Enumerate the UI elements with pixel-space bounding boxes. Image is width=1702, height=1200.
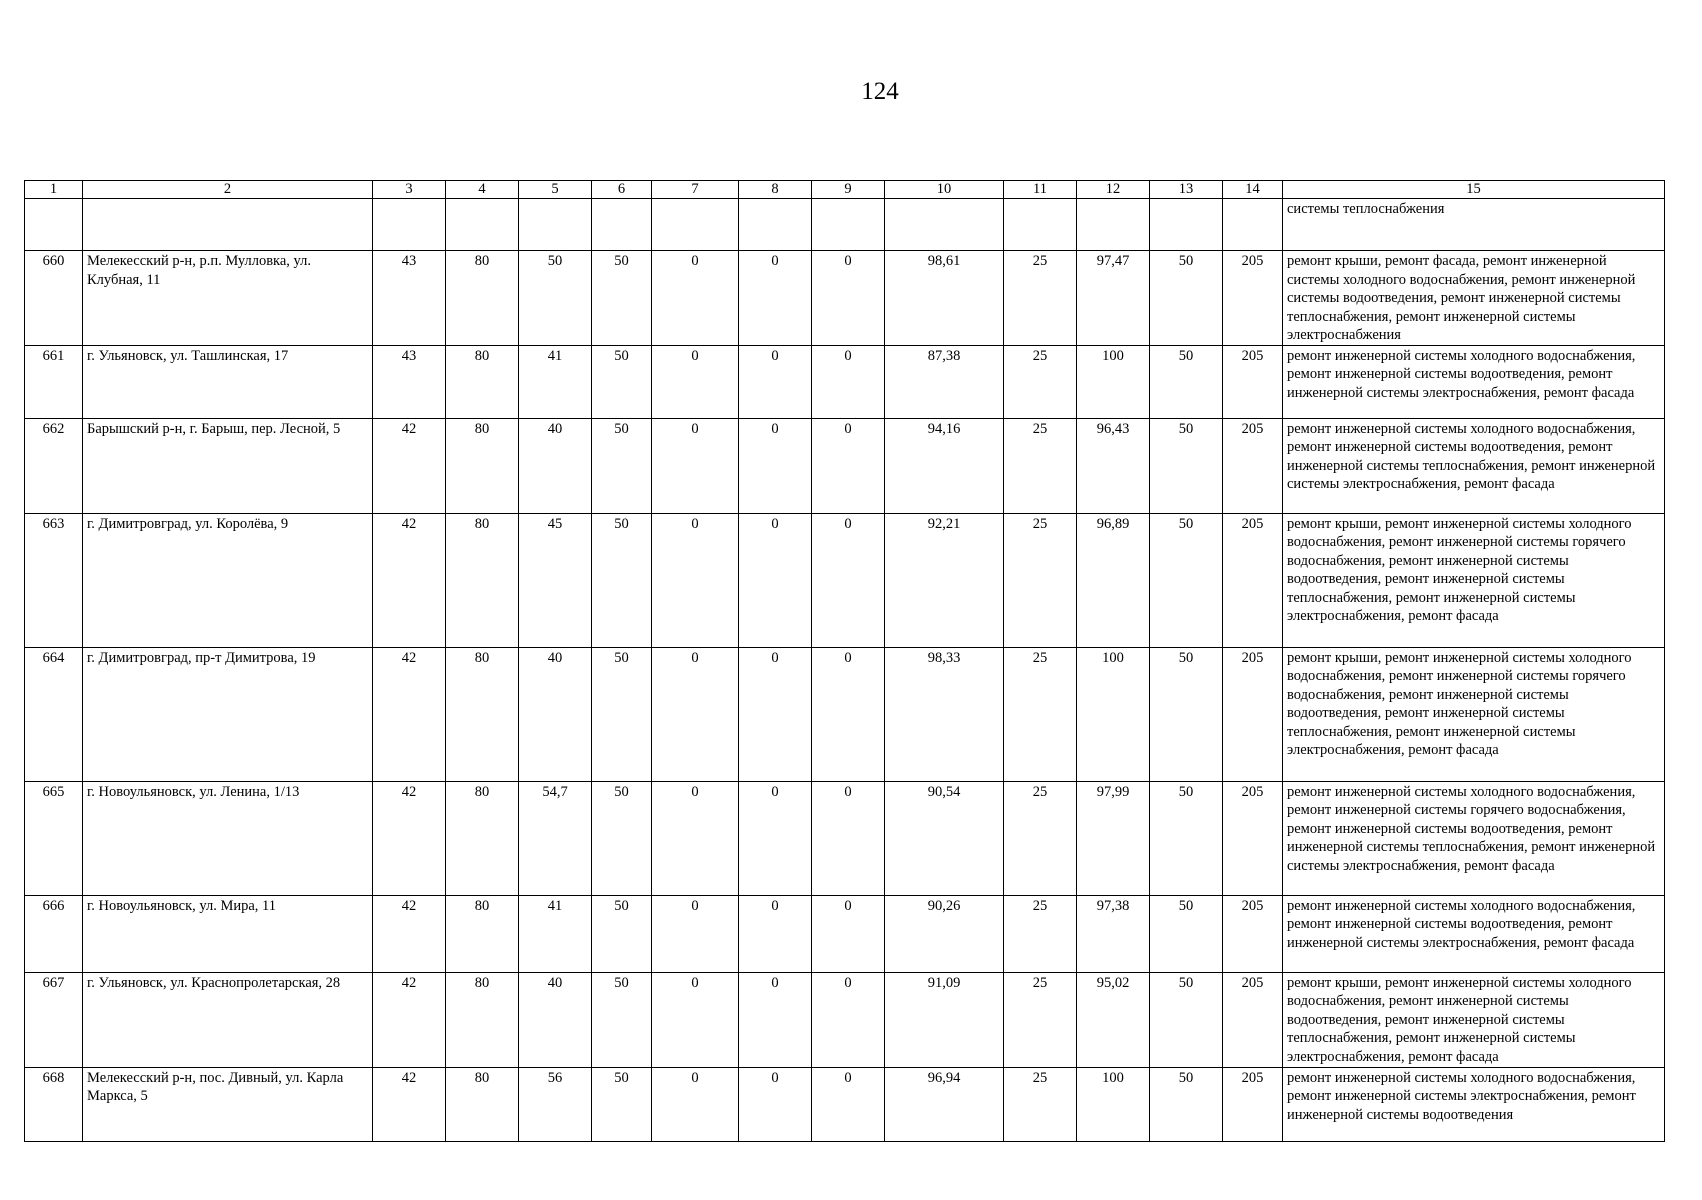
table-row: [25, 781, 1665, 895]
col13-cell: 50: [1150, 1067, 1223, 1141]
col10-cell: 98,61: [885, 251, 1004, 346]
col10-cell: 94,16: [885, 418, 1004, 513]
row-number-cell: 664: [25, 647, 83, 781]
col5-cell: 41: [519, 895, 592, 972]
col13-cell: 50: [1150, 647, 1223, 781]
repair-works-cell: ремонт инженерной системы холодного водоснабжения, ремонт инженерной системы водоотведения, ремонт инженерной системы электроснабжения, ремонт фасада: [1283, 345, 1665, 418]
table-row: [25, 418, 1665, 513]
repair-works-cell: ремонт крыши, ремонт инженерной системы холодного водоснабжения, ремонт инженерной системы водоотведения, ремонт инженерной системы теплоснабжения, ремонт инженерной системы электроснабжения, ремонт фасада: [1283, 972, 1665, 1067]
col3-cell: 42: [373, 513, 446, 647]
col8-cell: 0: [739, 895, 812, 972]
col3-cell: 42: [373, 1067, 446, 1141]
col7-cell: 0: [652, 1067, 739, 1141]
col12-cell: 100: [1077, 1067, 1150, 1141]
col9-cell: 0: [812, 513, 885, 647]
col10-cell: 98,33: [885, 647, 1004, 781]
col13-cell: 50: [1150, 345, 1223, 418]
col6-cell: 50: [592, 972, 652, 1067]
col7-cell: 0: [652, 513, 739, 647]
address-cell: г. Димитровград, ул. Королёва, 9: [83, 513, 373, 647]
col10-cell: 91,09: [885, 972, 1004, 1067]
col4-cell: 80: [446, 781, 519, 895]
address-cell: Мелекесский р-н, пос. Дивный, ул. Карла Маркса, 5: [83, 1067, 373, 1141]
row-number-cell: 668: [25, 1067, 83, 1141]
row-number-cell: 662: [25, 418, 83, 513]
col8-cell: 0: [739, 251, 812, 346]
col13-cell: 50: [1150, 895, 1223, 972]
col6-cell: 50: [592, 895, 652, 972]
col7-cell: 0: [652, 972, 739, 1067]
col8-cell: 0: [739, 1067, 812, 1141]
table-row: [25, 895, 1665, 972]
col7-cell: 0: [652, 781, 739, 895]
col11-cell: 25: [1004, 251, 1077, 346]
col9-cell: 0: [812, 251, 885, 346]
col11-cell: 25: [1004, 895, 1077, 972]
col12-cell: 97,47: [1077, 251, 1150, 346]
col11-cell: 25: [1004, 345, 1077, 418]
col5-cell: 54,7: [519, 781, 592, 895]
col13-cell: 50: [1150, 781, 1223, 895]
col3-cell: 42: [373, 895, 446, 972]
col13-cell: 50: [1150, 418, 1223, 513]
column-header: 6: [592, 181, 652, 199]
column-header: 9: [812, 181, 885, 199]
address-cell: Мелекесский р-н, р.п. Мулловка, ул. Клубная, 11: [83, 251, 373, 346]
col7-cell: 0: [652, 895, 739, 972]
col5-cell: 40: [519, 647, 592, 781]
col6-cell: 50: [592, 513, 652, 647]
col3-cell: 42: [373, 418, 446, 513]
row-number-cell: 667: [25, 972, 83, 1067]
col6-cell: 50: [592, 345, 652, 418]
repair-works-cell: ремонт инженерной системы холодного водоснабжения, ремонт инженерной системы горячего водоснабжения, ремонт инженерной системы водоотведения, ремонт инженерной системы теплоснабжения, ремонт инженерной системы электроснабжения, ремонт фасада: [1283, 781, 1665, 895]
repair-works-cell: ремонт крыши, ремонт фасада, ремонт инженерной системы холодного водоснабжения, ремонт инженерной системы водоотведения, ремонт инженерной системы теплоснабжения, ремонт инженерной системы электроснабжения: [1283, 251, 1665, 346]
col13-cell: 50: [1150, 513, 1223, 647]
column-header: 8: [739, 181, 812, 199]
col11-cell: 25: [1004, 1067, 1077, 1141]
column-header: 1: [25, 181, 83, 199]
column-header: 2: [83, 181, 373, 199]
col8-cell: 0: [739, 513, 812, 647]
column-header: 11: [1004, 181, 1077, 199]
col6-cell: 50: [592, 647, 652, 781]
row-number-cell: 665: [25, 781, 83, 895]
col14-cell: 205: [1223, 781, 1283, 895]
row-number-cell: 666: [25, 895, 83, 972]
col14-cell: 205: [1223, 647, 1283, 781]
col14-cell: 205: [1223, 895, 1283, 972]
column-header: 14: [1223, 181, 1283, 199]
col9-cell: 0: [812, 972, 885, 1067]
col8-cell: 0: [739, 647, 812, 781]
col5-cell: 41: [519, 345, 592, 418]
col9-cell: 0: [812, 781, 885, 895]
column-header: 10: [885, 181, 1004, 199]
address-cell: г. Ульяновск, ул. Ташлинская, 17: [83, 345, 373, 418]
address-cell: г. Димитровград, пр-т Димитрова, 19: [83, 647, 373, 781]
col4-cell: 80: [446, 647, 519, 781]
col7-cell: 0: [652, 251, 739, 346]
col11-cell: 25: [1004, 418, 1077, 513]
col9-cell: 0: [812, 895, 885, 972]
col12-cell: 95,02: [1077, 972, 1150, 1067]
col9-cell: 0: [812, 1067, 885, 1141]
table-row: [25, 647, 1665, 781]
col4-cell: 80: [446, 251, 519, 346]
column-header: 15: [1283, 181, 1665, 199]
col5-cell: 56: [519, 1067, 592, 1141]
column-header: 4: [446, 181, 519, 199]
col13-cell: 50: [1150, 972, 1223, 1067]
col10-cell: 92,21: [885, 513, 1004, 647]
col6-cell: 50: [592, 781, 652, 895]
col10-cell: 96,94: [885, 1067, 1004, 1141]
table-row: [25, 251, 1665, 346]
col12-cell: 96,89: [1077, 513, 1150, 647]
col8-cell: 0: [739, 345, 812, 418]
col3-cell: 43: [373, 345, 446, 418]
col10-cell: 90,54: [885, 781, 1004, 895]
col14-cell: 205: [1223, 1067, 1283, 1141]
repair-works-cell: ремонт инженерной системы холодного водоснабжения, ремонт инженерной системы водоотведения, ремонт инженерной системы теплоснабжения, ремонт инженерной системы электроснабжения, ремонт фасада: [1283, 418, 1665, 513]
col11-cell: 25: [1004, 781, 1077, 895]
column-header: 7: [652, 181, 739, 199]
repair-works-cell: ремонт инженерной системы холодного водоснабжения, ремонт инженерной системы электроснабжения, ремонт инженерной системы водоотведения: [1283, 1067, 1665, 1141]
col5-cell: 45: [519, 513, 592, 647]
col9-cell: 0: [812, 345, 885, 418]
address-cell: г. Новоульяновск, ул. Ленина, 1/13: [83, 781, 373, 895]
repair-works-cell: ремонт крыши, ремонт инженерной системы холодного водоснабжения, ремонт инженерной системы горячего водоснабжения, ремонт инженерной системы водоотведения, ремонт инженерной системы теплоснабжения, ремонт инженерной системы электроснабжения, ремонт фасада: [1283, 647, 1665, 781]
col10-cell: 90,26: [885, 895, 1004, 972]
column-header: 5: [519, 181, 592, 199]
col10-cell: 87,38: [885, 345, 1004, 418]
col12-cell: 97,99: [1077, 781, 1150, 895]
repair-works-cell: системы теплоснабжения: [1283, 199, 1665, 251]
col5-cell: 40: [519, 418, 592, 513]
col12-cell: 100: [1077, 647, 1150, 781]
col4-cell: 80: [446, 345, 519, 418]
col3-cell: 42: [373, 781, 446, 895]
col14-cell: 205: [1223, 251, 1283, 346]
col4-cell: 80: [446, 895, 519, 972]
col4-cell: 80: [446, 972, 519, 1067]
column-header: 13: [1150, 181, 1223, 199]
col5-cell: 40: [519, 972, 592, 1067]
col14-cell: 205: [1223, 345, 1283, 418]
row-number-cell: 660: [25, 251, 83, 346]
col11-cell: 25: [1004, 513, 1077, 647]
table-row: [25, 345, 1665, 418]
table-row: [25, 513, 1665, 647]
column-header: 12: [1077, 181, 1150, 199]
col6-cell: 50: [592, 1067, 652, 1141]
row-number-cell: 661: [25, 345, 83, 418]
col13-cell: 50: [1150, 251, 1223, 346]
repair-works-cell: ремонт инженерной системы холодного водоснабжения, ремонт инженерной системы водоотведения, ремонт инженерной системы электроснабжения, ремонт фасада: [1283, 895, 1665, 972]
col14-cell: 205: [1223, 418, 1283, 513]
col4-cell: 80: [446, 1067, 519, 1141]
col3-cell: 42: [373, 647, 446, 781]
col6-cell: 50: [592, 251, 652, 346]
col3-cell: 42: [373, 972, 446, 1067]
col7-cell: 0: [652, 418, 739, 513]
col11-cell: 25: [1004, 972, 1077, 1067]
continuation-row: [25, 199, 1665, 251]
col4-cell: 80: [446, 418, 519, 513]
col8-cell: 0: [739, 972, 812, 1067]
col12-cell: 97,38: [1077, 895, 1150, 972]
col5-cell: 50: [519, 251, 592, 346]
col7-cell: 0: [652, 647, 739, 781]
col9-cell: 0: [812, 418, 885, 513]
col12-cell: 96,43: [1077, 418, 1150, 513]
table-row: [25, 1067, 1665, 1141]
col6-cell: 50: [592, 418, 652, 513]
col4-cell: 80: [446, 513, 519, 647]
col3-cell: 43: [373, 251, 446, 346]
header-row: [25, 181, 1665, 199]
page-number: 124: [861, 78, 899, 105]
repair-table: [24, 180, 1665, 1142]
col14-cell: 205: [1223, 513, 1283, 647]
address-cell: г. Ульяновск, ул. Краснопролетарская, 28: [83, 972, 373, 1067]
address-cell: г. Новоульяновск, ул. Мира, 11: [83, 895, 373, 972]
col7-cell: 0: [652, 345, 739, 418]
col12-cell: 100: [1077, 345, 1150, 418]
row-number-cell: 663: [25, 513, 83, 647]
col9-cell: 0: [812, 647, 885, 781]
repair-works-cell: ремонт крыши, ремонт инженерной системы холодного водоснабжения, ремонт инженерной системы горячего водоснабжения, ремонт инженерной системы водоотведения, ремонт инженерной системы теплоснабжения, ремонт инженерной системы электроснабжения, ремонт фасада: [1283, 513, 1665, 647]
table-row: [25, 972, 1665, 1067]
col8-cell: 0: [739, 418, 812, 513]
col11-cell: 25: [1004, 647, 1077, 781]
col8-cell: 0: [739, 781, 812, 895]
col14-cell: 205: [1223, 972, 1283, 1067]
address-cell: Барышский р-н, г. Барыш, пер. Лесной, 5: [83, 418, 373, 513]
column-header: 3: [373, 181, 446, 199]
